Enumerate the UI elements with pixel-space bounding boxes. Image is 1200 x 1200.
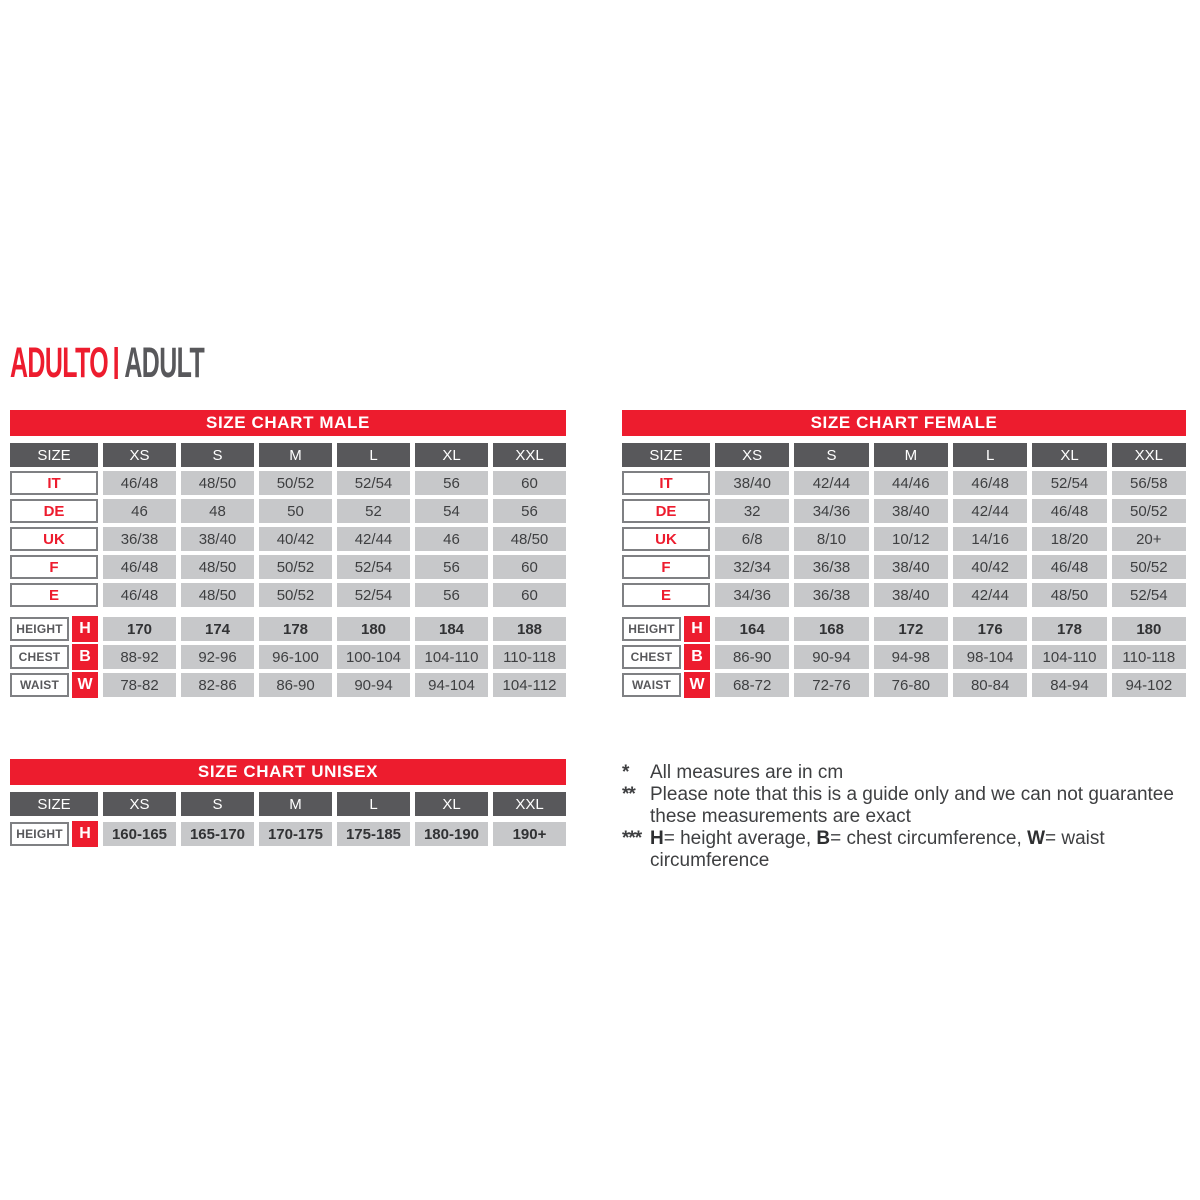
measurement-badge-w: W	[72, 672, 98, 698]
size-cell: 48/50	[181, 583, 254, 607]
size-cell: 38/40	[874, 555, 948, 579]
size-chart-male-table	[10, 410, 566, 699]
measurement-cell: 104-112	[493, 673, 566, 697]
measurement-badge-b: B	[72, 644, 98, 670]
measurement-row-chest	[10, 643, 566, 671]
conversion-row-uk	[622, 527, 1186, 551]
measurement-cell: 84-94	[1032, 673, 1106, 697]
measurement-cell: 178	[259, 617, 332, 641]
column-header-row	[10, 443, 566, 467]
measurement-cell: 76-80	[874, 673, 948, 697]
size-header-cell: SIZE	[10, 443, 98, 467]
row-label-de: DE	[622, 499, 710, 523]
measurement-cell: 174	[181, 617, 254, 641]
size-cell: 46	[415, 527, 488, 551]
measurement-section-unisex	[10, 820, 566, 848]
measurement-label-waist: WAIST	[10, 673, 69, 697]
footnote-text	[650, 784, 1197, 828]
measurement-label-waist: WAIST	[622, 673, 681, 697]
measurement-label-chest: CHEST	[622, 645, 681, 669]
measurement-row-height	[622, 615, 1186, 643]
footnote-3	[622, 828, 1197, 872]
measurement-cell: 170	[103, 617, 176, 641]
measurement-badge-b: B	[684, 644, 710, 670]
row-label-uk: UK	[10, 527, 98, 551]
size-cell: 38/40	[874, 499, 948, 523]
measurement-cell: 160-165	[103, 822, 176, 846]
size-cell: 46/48	[103, 583, 176, 607]
column-header-s: S	[794, 443, 868, 467]
size-cell: 46/48	[103, 555, 176, 579]
size-cell: 38/40	[874, 583, 948, 607]
measurement-section-female	[622, 615, 1186, 699]
measurement-badge-h: H	[684, 616, 710, 642]
column-header-xl: XL	[415, 792, 488, 816]
size-cell: 48	[181, 499, 254, 523]
size-chart-unisex-table	[10, 759, 566, 848]
measurement-row-waist	[622, 671, 1186, 699]
row-label-it: IT	[622, 471, 710, 495]
size-cell: 56	[415, 583, 488, 607]
size-header-cell: SIZE	[10, 792, 98, 816]
measurement-row-height	[10, 615, 566, 643]
measurement-label-wrap	[10, 820, 98, 848]
column-header-xxl: XXL	[1112, 443, 1186, 467]
row-label-de: DE	[10, 499, 98, 523]
measurement-cell: 92-96	[181, 645, 254, 669]
size-cell: 36/38	[794, 555, 868, 579]
size-cell: 46	[103, 499, 176, 523]
conversion-row-de	[10, 499, 566, 523]
table-title-bar-female: SIZE CHART FEMALE	[622, 410, 1186, 436]
size-cell: 38/40	[181, 527, 254, 551]
measurement-row-chest	[622, 643, 1186, 671]
size-cell: 44/46	[874, 471, 948, 495]
measurement-label-height: HEIGHT	[622, 617, 681, 641]
size-cell: 50/52	[259, 583, 332, 607]
measurement-cell: 86-90	[259, 673, 332, 697]
column-header-xl: XL	[415, 443, 488, 467]
row-label-e: E	[10, 583, 98, 607]
measurement-label-height: HEIGHT	[10, 822, 69, 846]
size-cell: 46/48	[103, 471, 176, 495]
measurement-badge-h: H	[72, 821, 98, 847]
page-title	[10, 339, 345, 387]
measurement-cell: 94-102	[1112, 673, 1186, 697]
measurement-cell: 172	[874, 617, 948, 641]
measurement-cell: 180-190	[415, 822, 488, 846]
measurement-cell: 80-84	[953, 673, 1027, 697]
size-cell: 56	[415, 471, 488, 495]
size-cell: 42/44	[953, 583, 1027, 607]
size-cell: 60	[493, 471, 566, 495]
measurement-cell: 88-92	[103, 645, 176, 669]
row-label-f: F	[10, 555, 98, 579]
size-cell: 52/54	[337, 471, 410, 495]
column-header-row	[622, 443, 1186, 467]
size-cell: 54	[415, 499, 488, 523]
size-cell: 50	[259, 499, 332, 523]
measurement-cell: 175-185	[337, 822, 410, 846]
column-header-s: S	[181, 443, 254, 467]
measurement-cell: 164	[715, 617, 789, 641]
conversion-row-f	[622, 555, 1186, 579]
table-title-bar-unisex: SIZE CHART UNISEX	[10, 759, 566, 785]
size-cell: 10/12	[874, 527, 948, 551]
column-header-row	[10, 792, 566, 816]
column-header-xs: XS	[103, 443, 176, 467]
size-cell: 20+	[1112, 527, 1186, 551]
footnote-1	[622, 762, 1197, 784]
conversion-row-f	[10, 555, 566, 579]
measurement-cell: 165-170	[181, 822, 254, 846]
size-cell: 40/42	[259, 527, 332, 551]
measurement-cell: 190+	[493, 822, 566, 846]
footnote-line: All measures are in cm	[650, 762, 844, 783]
column-header-s: S	[181, 792, 254, 816]
size-cell: 34/36	[715, 583, 789, 607]
measurement-row-waist	[10, 671, 566, 699]
measurement-cell: 180	[337, 617, 410, 641]
measurement-cell: 90-94	[337, 673, 410, 697]
size-cell: 52/54	[1112, 583, 1186, 607]
page-title-inner	[10, 339, 205, 387]
size-cell: 50/52	[259, 555, 332, 579]
footnotes	[622, 762, 1197, 872]
measurement-cell: 68-72	[715, 673, 789, 697]
row-label-e: E	[622, 583, 710, 607]
size-cell: 40/42	[953, 555, 1027, 579]
row-label-f: F	[622, 555, 710, 579]
conversion-row-it	[10, 471, 566, 495]
measurement-cell: 180	[1112, 617, 1186, 641]
conversion-row-de	[622, 499, 1186, 523]
measurement-label-wrap	[10, 671, 98, 699]
size-cell: 60	[493, 583, 566, 607]
measurement-cell: 98-104	[953, 645, 1027, 669]
footnote-text	[650, 762, 1197, 784]
column-header-m: M	[259, 792, 332, 816]
table-title-bar-male: SIZE CHART MALE	[10, 410, 566, 436]
measurement-cell: 110-118	[493, 645, 566, 669]
measurement-label-wrap	[622, 615, 710, 643]
column-header-m: M	[874, 443, 948, 467]
size-cell: 48/50	[181, 555, 254, 579]
footnote-2	[622, 784, 1197, 828]
footnote-marker: *	[622, 762, 629, 783]
footnote-marker: **	[622, 784, 635, 805]
size-cell: 56	[493, 499, 566, 523]
column-header-l: L	[953, 443, 1027, 467]
conversion-row-e	[622, 583, 1186, 607]
measurement-section-male	[10, 615, 566, 699]
size-cell: 46/48	[1032, 555, 1106, 579]
size-cell: 48/50	[1032, 583, 1106, 607]
measurement-cell: 90-94	[794, 645, 868, 669]
title-primary: ADULTO	[10, 339, 109, 387]
measurement-cell: 188	[493, 617, 566, 641]
measurement-cell: 100-104	[337, 645, 410, 669]
size-chart-female-table	[622, 410, 1186, 699]
measurement-cell: 176	[953, 617, 1027, 641]
size-cell: 8/10	[794, 527, 868, 551]
size-cell: 50/52	[259, 471, 332, 495]
size-cell: 34/36	[794, 499, 868, 523]
column-header-xl: XL	[1032, 443, 1106, 467]
size-cell: 42/44	[337, 527, 410, 551]
measurement-cell: 94-104	[415, 673, 488, 697]
size-cell: 36/38	[103, 527, 176, 551]
size-cell: 42/44	[794, 471, 868, 495]
size-cell: 48/50	[181, 471, 254, 495]
footnote-text	[650, 828, 1197, 872]
size-cell: 38/40	[715, 471, 789, 495]
measurement-label-wrap	[622, 671, 710, 699]
size-cell: 52	[337, 499, 410, 523]
measurement-label-wrap	[10, 615, 98, 643]
measurement-cell: 178	[1032, 617, 1106, 641]
column-header-xxl: XXL	[493, 443, 566, 467]
row-label-uk: UK	[622, 527, 710, 551]
size-cell: 50/52	[1112, 499, 1186, 523]
measurement-row-height	[10, 820, 566, 848]
column-header-l: L	[337, 443, 410, 467]
size-cell: 6/8	[715, 527, 789, 551]
measurement-cell: 104-110	[1032, 645, 1106, 669]
size-cell: 56	[415, 555, 488, 579]
measurement-cell: 104-110	[415, 645, 488, 669]
size-cell: 32	[715, 499, 789, 523]
size-cell: 14/16	[953, 527, 1027, 551]
title-separator	[114, 347, 117, 379]
size-cell: 52/54	[337, 555, 410, 579]
size-cell: 52/54	[1032, 471, 1106, 495]
measurement-cell: 86-90	[715, 645, 789, 669]
measurement-label-height: HEIGHT	[10, 617, 69, 641]
measurement-label-wrap	[10, 643, 98, 671]
column-header-xxl: XXL	[493, 792, 566, 816]
size-cell: 36/38	[794, 583, 868, 607]
footnote-marker: ***	[622, 828, 642, 849]
measurement-cell: 170-175	[259, 822, 332, 846]
measurement-cell: 82-86	[181, 673, 254, 697]
measurement-label-chest: CHEST	[10, 645, 69, 669]
footnote-line: H= height average, B= chest circumference, W= waist circumference	[650, 828, 1105, 871]
measurement-cell: 96-100	[259, 645, 332, 669]
measurement-cell: 110-118	[1112, 645, 1186, 669]
size-cell: 60	[493, 555, 566, 579]
size-cell: 46/48	[1032, 499, 1106, 523]
conversion-row-e	[10, 583, 566, 607]
size-cell: 18/20	[1032, 527, 1106, 551]
size-cell: 56/58	[1112, 471, 1186, 495]
size-cell: 32/34	[715, 555, 789, 579]
measurement-cell: 78-82	[103, 673, 176, 697]
footnote-line: these measurements are exact	[650, 806, 911, 827]
column-header-xs: XS	[103, 792, 176, 816]
measurement-cell: 94-98	[874, 645, 948, 669]
size-cell: 50/52	[1112, 555, 1186, 579]
conversion-row-it	[622, 471, 1186, 495]
measurement-cell: 168	[794, 617, 868, 641]
size-cell: 52/54	[337, 583, 410, 607]
measurement-cell: 72-76	[794, 673, 868, 697]
title-secondary: ADULT	[124, 339, 205, 387]
measurement-badge-h: H	[72, 616, 98, 642]
footnote-line: Please note that this is a guide only and we can not guarantee	[650, 784, 1174, 805]
column-header-xs: XS	[715, 443, 789, 467]
measurement-badge-w: W	[684, 672, 710, 698]
measurement-label-wrap	[622, 643, 710, 671]
size-cell: 46/48	[953, 471, 1027, 495]
column-header-l: L	[337, 792, 410, 816]
size-header-cell: SIZE	[622, 443, 710, 467]
conversion-row-uk	[10, 527, 566, 551]
size-cell: 42/44	[953, 499, 1027, 523]
measurement-cell: 184	[415, 617, 488, 641]
size-cell: 48/50	[493, 527, 566, 551]
column-header-m: M	[259, 443, 332, 467]
row-label-it: IT	[10, 471, 98, 495]
